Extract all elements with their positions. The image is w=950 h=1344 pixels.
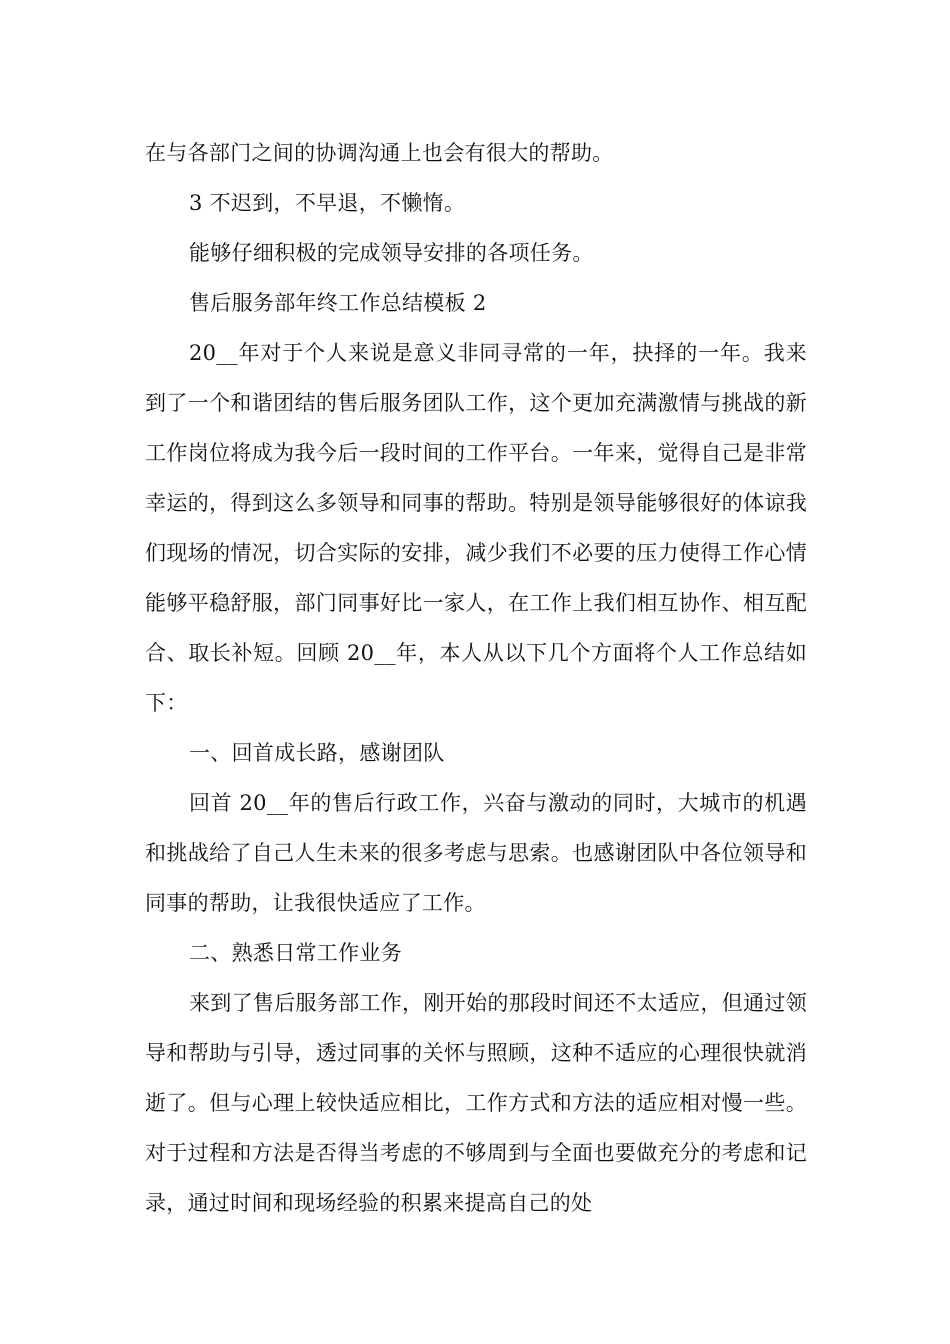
paragraph-4: 20__年对于个人来说是意义非同寻常的一年，抉择的一年。我来到了一个和谐团结的售后服务团队工作，这个更加充满激情与挑战的新工作岗位将成为我今后一段时间的工作平台。一年来，觉得自己是非常幸运的，得到这么多领导和同事的帮助。特别是领导能够很好的体谅我们现场的情况，切合实际的安排，减少我们不必要的压力使得工作心情能够平稳舒服，部门同事好比一家人，在工作上我们相互协作、相互配合、取长补短。回顾 20__年，本人从以下几个方面将个人工作总结如下： — [145, 341, 807, 715]
document-page — [145, 128, 807, 1228]
paragraph-3: 能够仔细积极的完成领导安排的各项任务。 — [189, 241, 594, 265]
paragraph-6: 来到了售后服务部工作，刚开始的那段时间还不太适应，但通过领导和帮助与引导，透过同事的关怀与照顾，这种不适应的心理很快就消逝了。但与心理上较快适应相比，工作方式和方法的适应相对慢一些。对于过程和方法是否得当考虑的不够周到与全面也要做充分的考虑和记录，通过时间和现场经验的积累来提高自己的处 — [145, 991, 807, 1215]
section-title: 售后服务部年终工作总结模板 2 — [189, 291, 487, 315]
paragraph-5: 回首 20__年的售后行政工作，兴奋与激动的同时，大城市的机遇和挑战给了自己人生未来的很多考虑与思索。也感谢团队中各位领导和同事的帮助，让我很快适应了工作。 — [145, 791, 807, 915]
heading-1: 一、回首成长路，感谢团队 — [189, 741, 445, 765]
paragraph-1: 在与各部门之间的协调沟通上也会有很大的帮助。 — [145, 141, 614, 165]
heading-2: 二、熟悉日常工作业务 — [189, 941, 402, 965]
paragraph-2: 3 不迟到，不早退，不懒惰。 — [189, 191, 466, 215]
